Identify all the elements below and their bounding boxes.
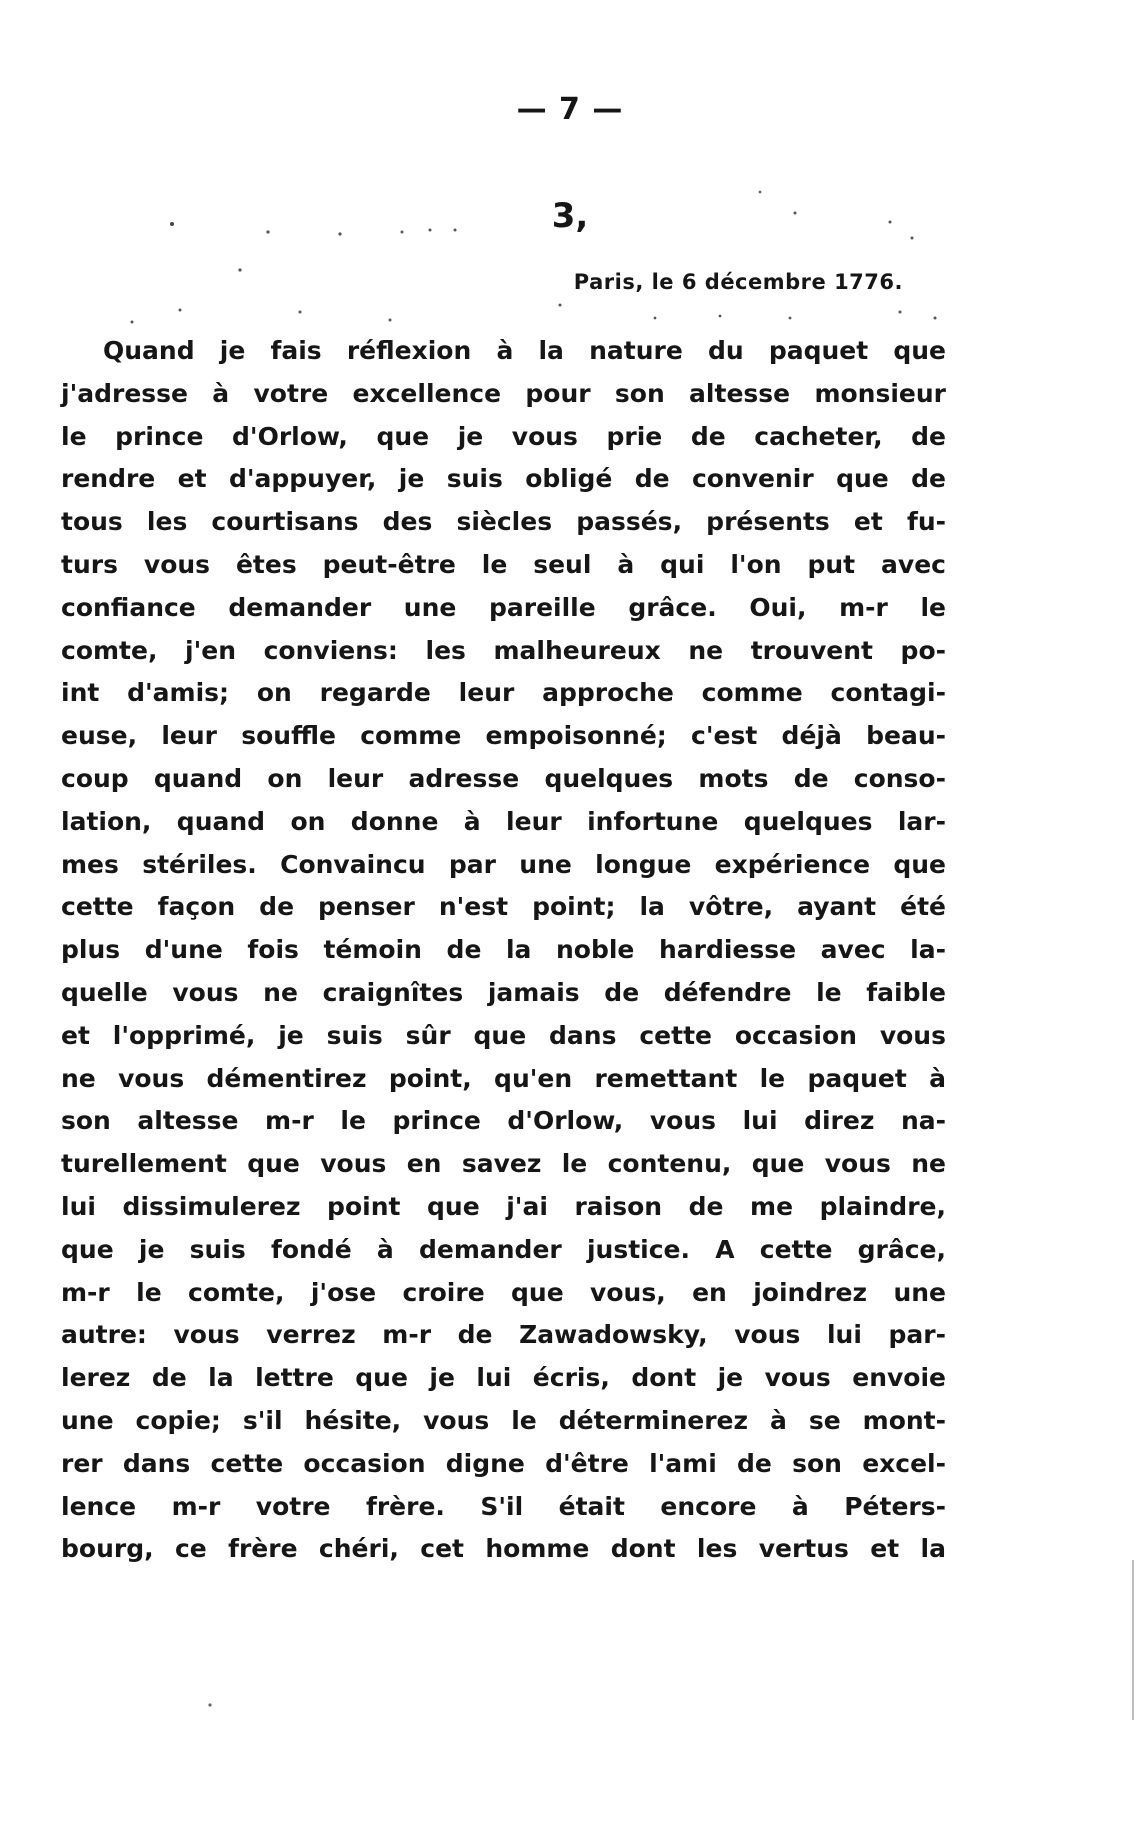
body-line: j'adresse à votre excellence pour son altesse monsieur	[61, 378, 946, 408]
body-line: ne vous démentirez point, qu'en remettant le paquet à	[61, 1063, 946, 1093]
page-number: — 7 —	[516, 92, 624, 127]
body-line: int d'amis; on regarde leur approche comme contagi-	[61, 678, 946, 708]
letter-dateline: Paris, le 6 décembre 1776.	[573, 270, 903, 294]
body-line: que je suis fondé à demander justice. A cette grâce,	[61, 1234, 946, 1264]
body-line: lence m-r votre frère. S'il était encore à Péters-	[61, 1491, 946, 1521]
body-line: m-r le comte, j'ose croire que vous, en joindrez une	[61, 1277, 946, 1307]
body-line: cette façon de penser n'est point; la vôtre, ayant été	[61, 892, 946, 922]
body-line: lation, quand on donne à leur infortune quelques lar-	[61, 806, 946, 836]
scan-edge-mark	[1132, 1560, 1134, 1720]
body-line: tous les courtisans des siècles passés, présents et fu-	[61, 507, 946, 537]
body-line: Quand je fais réflexion à la nature du paquet que	[103, 336, 946, 365]
body-line: euse, leur souffle comme empoisonné; c'est déjà beau-	[61, 721, 946, 751]
body-line: rer dans cette occasion digne d'être l'ami de son excel-	[61, 1448, 946, 1478]
body-line: mes stériles. Convaincu par une longue expérience que	[61, 849, 946, 879]
body-line: plus d'une fois témoin de la noble hardiesse avec la-	[61, 935, 946, 965]
body-line: son altesse m-r le prince d'Orlow, vous lui direz na-	[61, 1106, 946, 1136]
body-line: quelle vous ne craignîtes jamais de défendre le faible	[61, 977, 946, 1007]
body-line: le prince d'Orlow, que je vous prie de cacheter, de	[61, 421, 946, 451]
body-line: rendre et d'appuyer, je suis obligé de convenir que de	[61, 464, 946, 494]
body-line: lerez de la lettre que je lui écris, dont je vous envoie	[61, 1363, 946, 1393]
body-line: coup quand on leur adresse quelques mots de conso-	[61, 763, 946, 793]
body-line: et l'opprimé, je suis sûr que dans cette occasion vous	[61, 1020, 946, 1050]
body-line: une copie; s'il hésite, vous le déterminerez à se mont-	[61, 1405, 946, 1435]
body-line: bourg, ce frère chéri, cet homme dont les vertus et la	[61, 1534, 946, 1564]
letter-number: 3,	[551, 196, 589, 236]
body-line: comte, j'en conviens: les malheureux ne trouvent po-	[61, 635, 946, 665]
body-line: confiance demander une pareille grâce. Oui, m-r le	[61, 592, 946, 622]
body-line: turellement que vous en savez le contenu, que vous ne	[61, 1149, 946, 1179]
body-line: autre: vous verrez m-r de Zawadowsky, vous lui par-	[61, 1320, 946, 1350]
body-line: lui dissimulerez point que j'ai raison de me plaindre,	[61, 1191, 946, 1221]
body-line: turs vous êtes peut-être le seul à qui l'on put avec	[61, 549, 946, 579]
letter-body	[61, 330, 946, 1571]
